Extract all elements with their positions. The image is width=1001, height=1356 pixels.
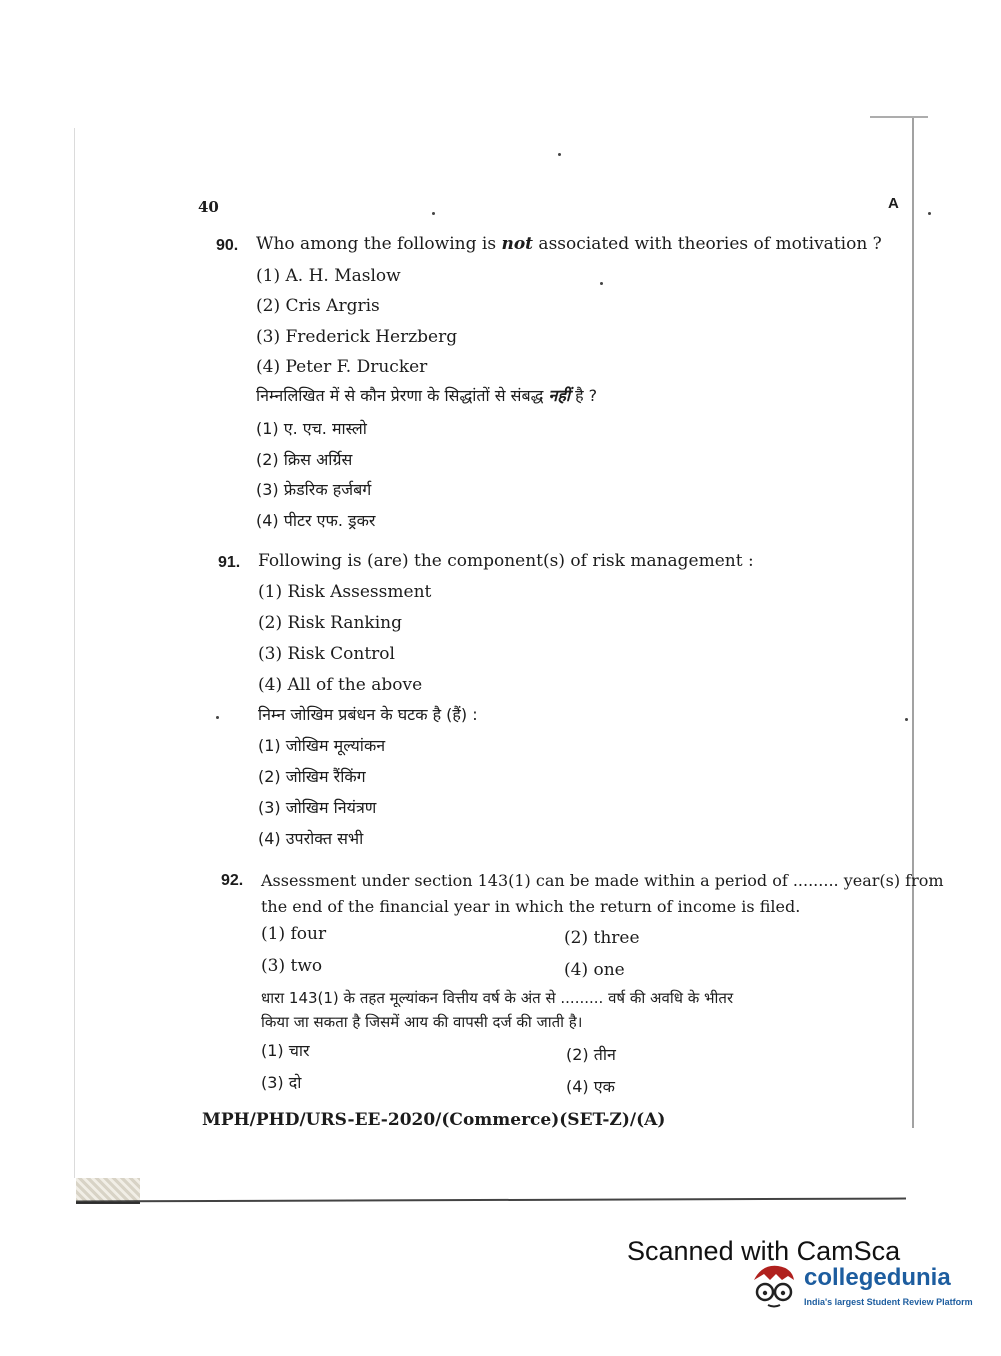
page-footer: MPH/PHD/URS-EE-2020/(Commerce)(SET-Z)/(A) — [202, 1110, 666, 1130]
page-number: 40 — [198, 198, 219, 216]
scan-speck — [905, 718, 908, 721]
option-en: (1) four — [261, 924, 327, 944]
question-text-hi: धारा 143(1) के तहत मूल्यांकन वित्तीय वर्ष के अंत से ......... वर्ष की अवधि के भीतर — [261, 989, 734, 1007]
camscanner-watermark: Scanned with CamSca — [627, 1236, 901, 1266]
option-hi: (2) क्रिस अर्ग्रिस — [256, 450, 353, 469]
question-text-part: निम्नलिखित में से कौन प्रेरणा के सिद्धांतों से संबद्ध — [256, 386, 549, 405]
scan-speck — [600, 282, 603, 285]
question-text-en: the end of the financial year in which the return of income is filed. — [261, 897, 801, 916]
mascot-icon — [748, 1262, 800, 1310]
question-text-part: Who among the following is — [256, 234, 502, 254]
scan-edge-right — [912, 118, 914, 1128]
scan-speck — [558, 153, 561, 156]
question-number: 91. — [218, 554, 241, 571]
option-hi: (2) जोखिम रैंकिंग — [258, 767, 366, 786]
brand-name: collegedunia — [804, 1264, 951, 1291]
option-hi: (4) पीटर एफ. ड्रकर — [256, 511, 376, 530]
question-text-part: associated with theories of motivation ? — [533, 234, 882, 254]
option-en: (3) Frederick Herzberg — [256, 327, 458, 347]
question-text-en: Following is (are) the component(s) of risk management : — [258, 551, 754, 571]
option-en: (2) three — [564, 928, 640, 948]
question-text-en — [256, 236, 882, 253]
question-text-part: है ? — [570, 386, 598, 405]
question-emphasis: not — [501, 234, 534, 254]
option-hi: (3) फ्रेडरिक हर्जबर्ग — [256, 480, 372, 499]
scan-speck — [928, 212, 931, 215]
question-text-hi: निम्न जोखिम प्रबंधन के घटक है (हैं) : — [258, 705, 478, 724]
set-letter: A — [888, 195, 899, 212]
question-number: 90. — [216, 237, 239, 254]
option-en: (1) A. H. Maslow — [256, 266, 401, 286]
brand-tagline: India's largest Student Review Platform — [804, 1297, 973, 1307]
option-hi: (1) चार — [261, 1041, 310, 1060]
option-en: (4) Peter F. Drucker — [256, 357, 428, 377]
option-hi: (4) उपरोक्त सभी — [258, 829, 364, 848]
option-hi: (2) तीन — [566, 1045, 616, 1064]
option-en: (4) All of the above — [258, 675, 423, 695]
scan-edge-top — [870, 116, 928, 118]
question-emphasis: नहीं — [548, 386, 570, 405]
option-hi: (4) एक — [566, 1077, 615, 1096]
option-hi: (3) दो — [261, 1073, 302, 1092]
question-text-hi: किया जा सकता है जिसमें आय की वापसी दर्ज की जाती है। — [261, 1013, 583, 1031]
option-hi: (3) जोखिम नियंत्रण — [258, 798, 377, 817]
question-number: 92. — [221, 872, 244, 889]
question-text-hi — [256, 388, 597, 404]
scan-speck — [432, 212, 435, 215]
option-en: (4) one — [564, 960, 625, 980]
option-hi: (1) जोखिम मूल्यांकन — [258, 736, 386, 755]
option-en: (1) Risk Assessment — [258, 582, 432, 602]
option-hi: (1) ए. एच. मास्लो — [256, 419, 367, 438]
scan-bottom-edge — [76, 1198, 906, 1203]
collegedunia-logo — [748, 1262, 978, 1312]
option-en: (2) Cris Argris — [256, 296, 380, 316]
option-en: (3) Risk Control — [258, 644, 395, 664]
option-en: (3) two — [261, 956, 323, 976]
scan-edge-left — [74, 128, 75, 1178]
scan-speck — [216, 716, 219, 719]
question-text-en: Assessment under section 143(1) can be made within a period of ......... year(s) from — [261, 871, 944, 890]
option-en: (2) Risk Ranking — [258, 613, 402, 633]
